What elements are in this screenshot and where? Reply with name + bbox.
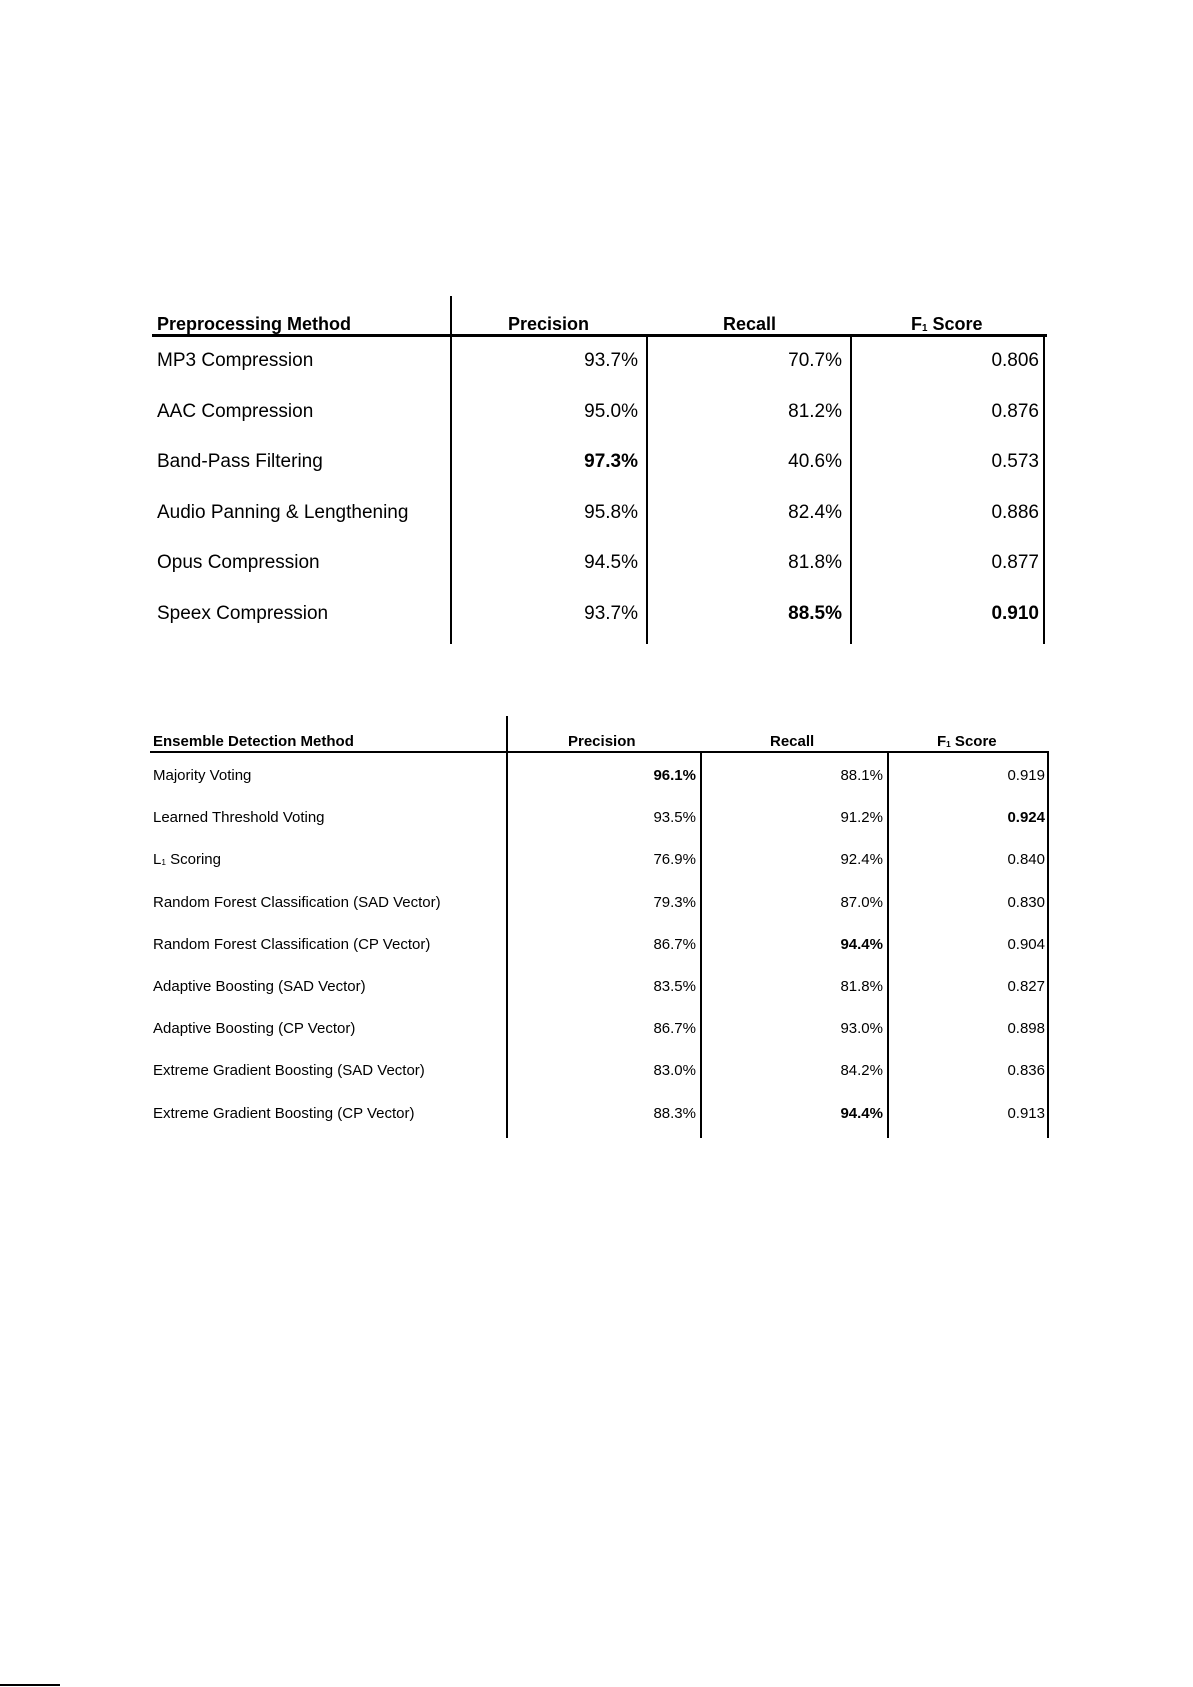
t2-cell-method xyxy=(153,849,221,873)
t2-cell-precision: 96.1% xyxy=(653,767,696,784)
t2-row xyxy=(150,765,1050,807)
t2-cell-f1: 0.836 xyxy=(1007,1062,1045,1080)
t1-header-f1-sub: 1 xyxy=(922,322,928,334)
t2-cell-recall: 81.8% xyxy=(840,978,883,995)
t2-cell-recall: 88.1% xyxy=(840,767,883,784)
t1-cell-recall: 81.2% xyxy=(788,400,842,422)
t1-cell-precision: 93.7% xyxy=(584,350,638,371)
ensemble-table xyxy=(150,716,1050,1138)
t2-row xyxy=(150,1103,1050,1145)
t2-cell-recall: 84.2% xyxy=(840,1062,883,1080)
t2-cell-f1: 0.840 xyxy=(1007,851,1045,869)
t2-row xyxy=(150,934,1050,976)
t1-cell-precision: 94.5% xyxy=(584,552,638,573)
t1-cell-f1: 0.886 xyxy=(991,501,1039,523)
t2-cell-recall: 91.2% xyxy=(840,809,883,827)
t1-cell-precision: 95.0% xyxy=(584,400,638,422)
t1-cell-precision: 97.3% xyxy=(584,451,638,472)
t1-cell-precision: 93.7% xyxy=(584,602,638,624)
t1-cell-method: AAC Compression xyxy=(157,400,314,422)
t2-row xyxy=(150,976,1050,1018)
t2-header-f1 xyxy=(937,733,997,750)
t1-cell-recall: 70.7% xyxy=(788,350,842,371)
t1-cell-recall: 40.6% xyxy=(788,451,842,472)
t1-header-f1 xyxy=(911,314,983,335)
t1-row xyxy=(150,550,1045,600)
page-corner-mark xyxy=(0,1684,60,1686)
t1-header-f1-prefix: F xyxy=(911,314,922,334)
t1-cell-f1: 0.806 xyxy=(991,350,1039,371)
t2-cell-method: Adaptive Boosting (SAD Vector) xyxy=(153,978,366,995)
t2-cell-recall: 94.4% xyxy=(840,1104,883,1122)
t2-cell-method: Random Forest Classification (CP Vector) xyxy=(153,935,431,953)
t2-row xyxy=(150,1060,1050,1102)
t1-cell-f1: 0.573 xyxy=(991,451,1039,472)
t2-row xyxy=(150,892,1050,934)
t2-cell-precision: 83.5% xyxy=(653,978,696,995)
t2-cell-precision: 83.0% xyxy=(653,1062,696,1080)
t1-row xyxy=(150,601,1045,651)
t2-cell-method-prefix: L xyxy=(153,851,162,869)
t2-cell-method: Extreme Gradient Boosting (CP Vector) xyxy=(153,1104,415,1122)
t2-cell-method: Learned Threshold Voting xyxy=(153,809,325,827)
t2-cell-recall: 93.0% xyxy=(840,1020,883,1038)
t2-header-f1-suffix: Score xyxy=(950,733,997,750)
t2-header-method: Ensemble Detection Method xyxy=(153,733,354,750)
t2-cell-precision: 86.7% xyxy=(653,935,696,953)
t2-cell-recall: 92.4% xyxy=(840,851,883,869)
preprocessing-table xyxy=(150,296,1045,644)
t2-cell-method: Extreme Gradient Boosting (SAD Vector) xyxy=(153,1062,425,1080)
t1-cell-f1: 0.876 xyxy=(991,400,1039,422)
t1-header-precision: Precision xyxy=(508,314,590,334)
t2-cell-f1: 0.827 xyxy=(1007,978,1045,995)
t1-cell-f1: 0.910 xyxy=(991,602,1039,624)
t1-row xyxy=(150,449,1045,499)
t1-cell-precision: 95.8% xyxy=(584,501,638,523)
t1-header-recall: Recall xyxy=(723,314,777,334)
t1-cell-recall: 88.5% xyxy=(788,602,842,624)
t1-cell-method: MP3 Compression xyxy=(157,350,314,371)
t1-header-row xyxy=(150,296,1045,336)
t2-header-f1-sub: 1 xyxy=(946,739,951,749)
t1-cell-method: Opus Compression xyxy=(157,552,320,573)
t2-header-row xyxy=(150,716,1050,752)
t1-cell-method: Speex Compression xyxy=(157,602,329,624)
t2-row xyxy=(150,1018,1050,1060)
t1-cell-recall: 81.8% xyxy=(788,552,842,573)
t1-header-method: Preprocessing Method xyxy=(157,314,352,334)
t2-cell-precision: 76.9% xyxy=(653,851,696,869)
t1-cell-method: Band-Pass Filtering xyxy=(157,451,323,472)
t2-cell-method: Random Forest Classification (SAD Vector) xyxy=(153,893,441,911)
t2-cell-method-sub: 1 xyxy=(161,858,166,868)
t2-header-precision: Precision xyxy=(568,733,636,750)
t2-cell-method-suffix: Scoring xyxy=(165,851,221,869)
t2-header-recall: Recall xyxy=(770,733,815,750)
t2-cell-precision: 88.3% xyxy=(653,1104,696,1122)
t2-cell-method: Majority Voting xyxy=(153,767,252,784)
t1-cell-recall: 82.4% xyxy=(788,501,842,523)
t1-cell-method: Audio Panning & Lengthening xyxy=(157,501,409,523)
t2-cell-f1: 0.913 xyxy=(1007,1104,1045,1122)
t1-row xyxy=(150,500,1045,550)
t2-cell-precision: 93.5% xyxy=(653,809,696,827)
t2-header-f1-prefix: F xyxy=(937,733,947,750)
t1-header-f1-suffix: Score xyxy=(927,314,983,334)
t1-cell-f1: 0.877 xyxy=(991,552,1039,573)
t2-cell-recall: 87.0% xyxy=(840,893,883,911)
t2-cell-precision: 79.3% xyxy=(653,893,696,911)
t2-cell-f1: 0.898 xyxy=(1007,1020,1045,1038)
t2-cell-f1: 0.830 xyxy=(1007,893,1045,911)
t1-row xyxy=(150,399,1045,449)
t2-row xyxy=(150,807,1050,849)
t2-row xyxy=(150,849,1050,891)
t1-row xyxy=(150,348,1045,398)
t2-cell-precision: 86.7% xyxy=(653,1020,696,1038)
t2-cell-recall: 94.4% xyxy=(840,935,883,953)
t2-cell-method: Adaptive Boosting (CP Vector) xyxy=(153,1020,356,1038)
t2-cell-f1: 0.924 xyxy=(1007,809,1045,827)
t2-cell-f1: 0.919 xyxy=(1007,767,1045,784)
t2-cell-f1: 0.904 xyxy=(1007,935,1045,953)
